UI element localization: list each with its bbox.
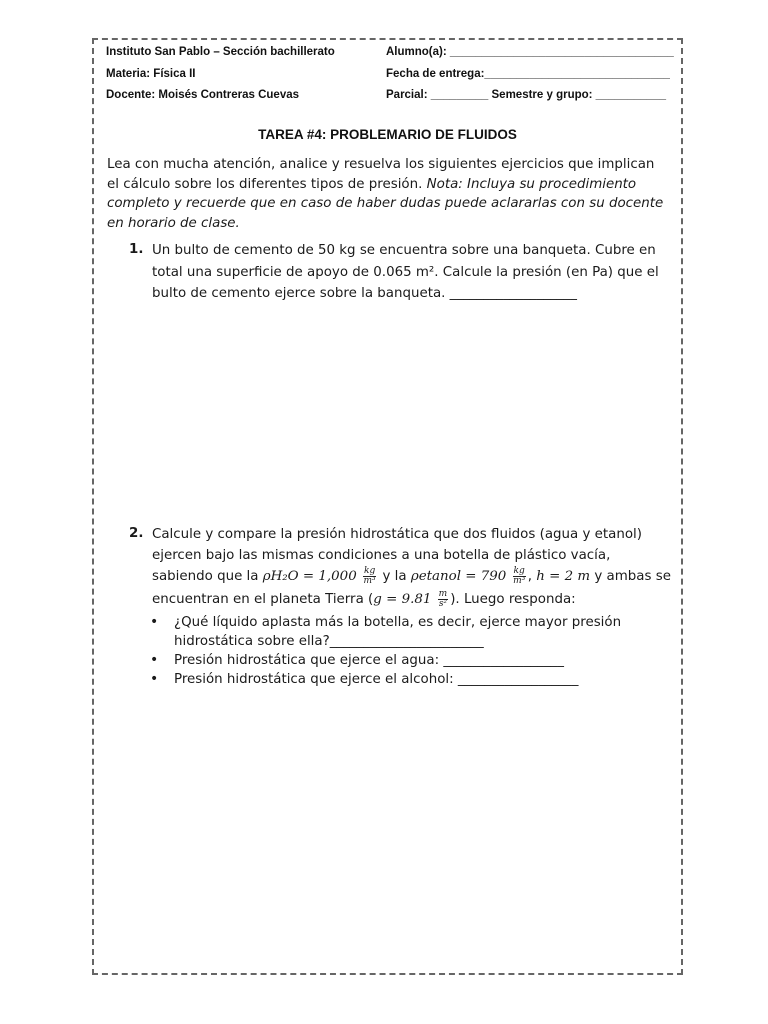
q2-line3-a: sabiendo que la [152,569,259,584]
rho-water: ρH₂O = 1,000 [262,569,357,584]
q2-line3-c: y ambas se [594,569,671,584]
unit-m3: m³ [363,575,376,586]
q2-line2: ejercen bajo las mismas condiciones a una botella de plástico vacía, [152,548,611,563]
bullet-3: Presión hidrostática que ejerce el alcohol: __________________ [174,672,579,687]
unit-s2: s² [438,598,448,609]
bullet-1 [174,613,621,651]
q1-number: 1. [129,242,144,257]
q2-line3-b: y la [382,569,407,584]
unit-kg-2: kg [513,565,525,576]
unit-m-s2 [438,590,449,609]
bullet-2: Presión hidrostática que ejerce el agua: __________________ [174,653,564,668]
bullet-1-line2: hidrostática sobre ella?_______________________ [174,634,484,649]
rho-ethanol: ρetanol = 790 [410,569,507,584]
intro-text: Lea con mucha atención, analice y resuelva los siguientes ejercicios que implican el cálculo sobre los diferentes tipos de presión. [107,157,655,192]
q1-text [152,240,659,305]
header-subject: Materia: Física II [106,68,196,80]
intro-note: Nota: Incluya su procedimiento completo y recuerde que en caso de haber dudas puede aclararlas con su docente en horario de clase. [107,176,664,231]
q2-text [152,524,671,612]
q2-line1: Calcule y compare la presión hidrostática que dos fluidos (agua y etanol) [152,527,642,542]
unit-kg-m3-2 [513,567,526,586]
header-teacher: Docente: Moisés Contreras Cuevas [106,89,300,101]
header-due-date: Fecha de entrega:_____________________________ [386,68,670,80]
intro-paragraph [107,155,667,233]
header-partial-group: Parcial: _________ Semestre y grupo: ___________ [386,89,667,101]
bullet-1-line1: ¿Qué líquido aplasta más la botella, es decir, ejerce mayor presión [174,615,622,630]
bullet-dot-1: • [150,614,159,630]
unit-m: m [438,588,448,599]
q1-line3: bulto de cemento ejerce sobre la banqueta. ___________________ [152,286,577,301]
q2-line4-b: ). Luego responda: [450,592,576,607]
q2-line4 [152,589,671,612]
q2-line4-a: encuentran en el planeta Tierra ( [152,592,374,607]
q2-line3: sabiendo que la ρH₂O = 1,000 $\frac{kg}{\text{m³}}$ y la ρetanol = 790 $\frac{kg}{\text{m³}}$ , h = 2 m y ambas se [152,565,671,586]
q2-number: 2. [129,526,144,541]
page-title: TAREA #4: PROBLEMARIO DE FLUIDOS [258,127,517,142]
height-value: h = 2 m [536,569,591,584]
bullet-dot-2: • [150,652,159,668]
q1-line1: Un bulto de cemento de 50 kg se encuentra sobre una banqueta. Cubre en [152,243,656,258]
header-student: Alumno(a): ___________________________________ [386,46,674,58]
unit-kg: kg [363,565,376,576]
gravity-value: g = 9.81 [373,592,432,607]
q1-line2: total una superficie de apoyo de 0.065 m². Calcule la presión (en Pa) que el [152,264,659,280]
bullet-dot-3: • [150,671,159,687]
header-institute: Instituto San Pablo – Sección bachillerato [106,46,335,58]
unit-m3-2: m³ [513,575,526,586]
unit-kg-m3 [363,567,376,586]
